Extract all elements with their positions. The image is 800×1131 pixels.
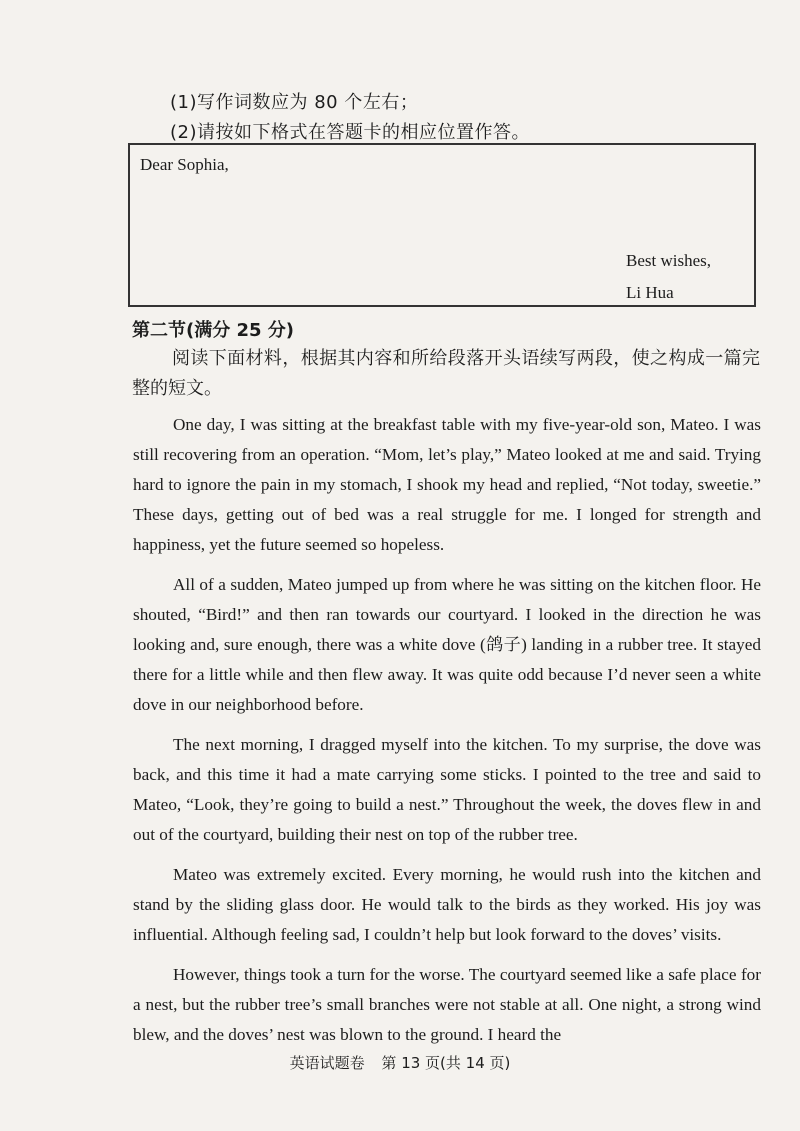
footer-exam-title: 英语试题卷 (289, 1054, 365, 1072)
requirement-word-count: (1)写作词数应为 80 个左右； (170, 92, 419, 113)
letter-closing: Best wishes, (626, 251, 711, 270)
requirement-format: (2)请按如下格式在答题卡的相应位置作答。 (170, 122, 530, 143)
passage-paragraph-5: However, things took a turn for the worse. The courtyard seemed like a safe place for a nest, but the rubber tree’s small branches were not stable at all. One night, a strong wind blew, and the doves’ nest was blown to the ground. I heard the (133, 965, 761, 1044)
page-footer (0, 1052, 800, 1073)
passage-paragraph-3: The next morning, I dragged myself into the kitchen. To my surprise, the dove was back, and this time it had a mate carrying some sticks. I pointed to the tree and said to Mateo, “Look, they’re going to build a nest.” Throughout the week, the doves flew in and out of the courtyard, building their nest on top of the rubber tree. (133, 735, 761, 844)
passage-paragraph-1: One day, I was sitting at the breakfast table with my five-year-old son, Mateo. I was still recovering from an operation. “Mom, let’s play,” Mateo looked at me and said. Trying hard to ignore the pain in my stomach, I shook my head and replied, “Not today, sweetie.” These days, getting out of bed was a real struggle for me. I longed for strength and happiness, yet the future seemed so hopeless. (133, 415, 761, 554)
letter-signature: Li Hua (626, 283, 674, 302)
letter-salutation: Dear Sophia, (140, 155, 229, 174)
section-instruction: 阅读下面材料，根据其内容和所给段落开头语续写两段，使之构成一篇完整的短文。 (132, 348, 760, 399)
footer-page-number: 第 13 页(共 14 页) (381, 1054, 511, 1072)
passage-paragraph-4: Mateo was extremely excited. Every morning, he would rush into the kitchen and stand by the sliding glass door. He would talk to the birds as they worked. His joy was influential. Although feeling sad, I couldn’t help but look forward to the doves’ visits. (133, 865, 761, 944)
passage-paragraph-2: All of a sudden, Mateo jumped up from where he was sitting on the kitchen floor. He shouted, “Bird!” and then ran towards our courtyard. I looked in the direction he was looking and, sure enough, there was a white dove (鸽子) landing in a rubber tree. It stayed there for a little while and then flew away. It was quite odd because I’d never seen a white dove in our neighborhood before. (133, 575, 761, 714)
reading-passage (133, 410, 761, 1060)
section-title: 第二节(满分 25 分) (132, 320, 295, 341)
letter-format-box (128, 143, 756, 307)
